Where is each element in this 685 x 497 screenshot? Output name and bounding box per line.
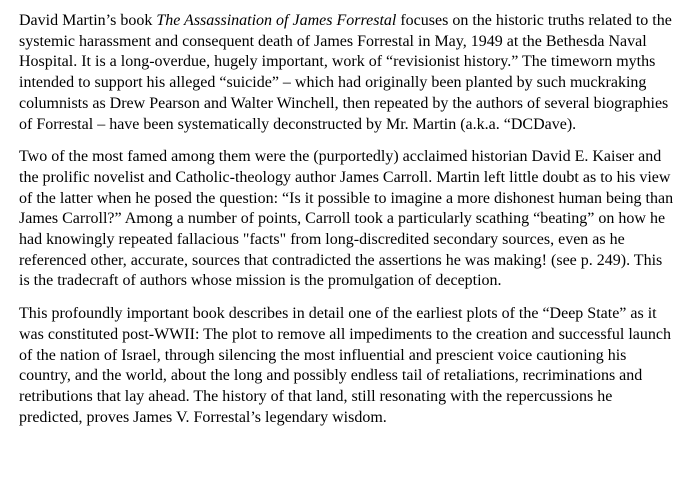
- paragraph-1-intro: David Martin’s book: [19, 12, 157, 29]
- paragraph-1: [19, 11, 675, 135]
- book-title: The Assassination of James Forrestal: [156, 12, 397, 29]
- paragraph-2: Two of the most famed among them were the (purportedly) acclaimed historian David E. Kaiser and the prolific novelist and Catholic-theology author James Carroll. Martin left little doubt as to his view of the latter when he posed the question: “Is it possible to imagine a more dishonest human being than James Carroll?” Among a number of points, Carroll took a particularly scathing “beating” on how he had knowingly repeated fallacious "facts" from long-discredited secondary sources, even as he referenced other, accurate, sources that contradicted the assertions he was making! (see p. 249). This is the tradecraft of authors whose mission is the promulgation of deception.: [19, 148, 674, 290]
- paragraph-1-body: focuses on the historic truths related to the systemic harassment and consequent death of James Forrestal in May, 1949 at the Bethesda Naval Hospital. It is a long-overdue, hugely important, work of “revisionist history.” The timeworn myths intended to support his alleged “suicide” – which had originally been planted by such muckraking columnists as Drew Pearson and Walter Winchell, then repeated by the authors of several biographies of Forrestal – have been systematically deconstructed by Mr. Martin (a.k.a. “DCDave).: [19, 12, 672, 133]
- paragraph-3: This profoundly important book describes in detail one of the earliest plots of the “Deep State” as it was constituted post-WWII: The plot to remove all impediments to the creation and successful launch of the nation of Israel, through silencing the most influential and prescient voice cautioning his country, and the world, about the long and possibly endless tail of retaliations, recriminations and retributions that lay ahead. The history of that land, still resonating with the repercussions he predicted, proves James V. Forrestal’s legendary wisdom.: [19, 305, 671, 426]
